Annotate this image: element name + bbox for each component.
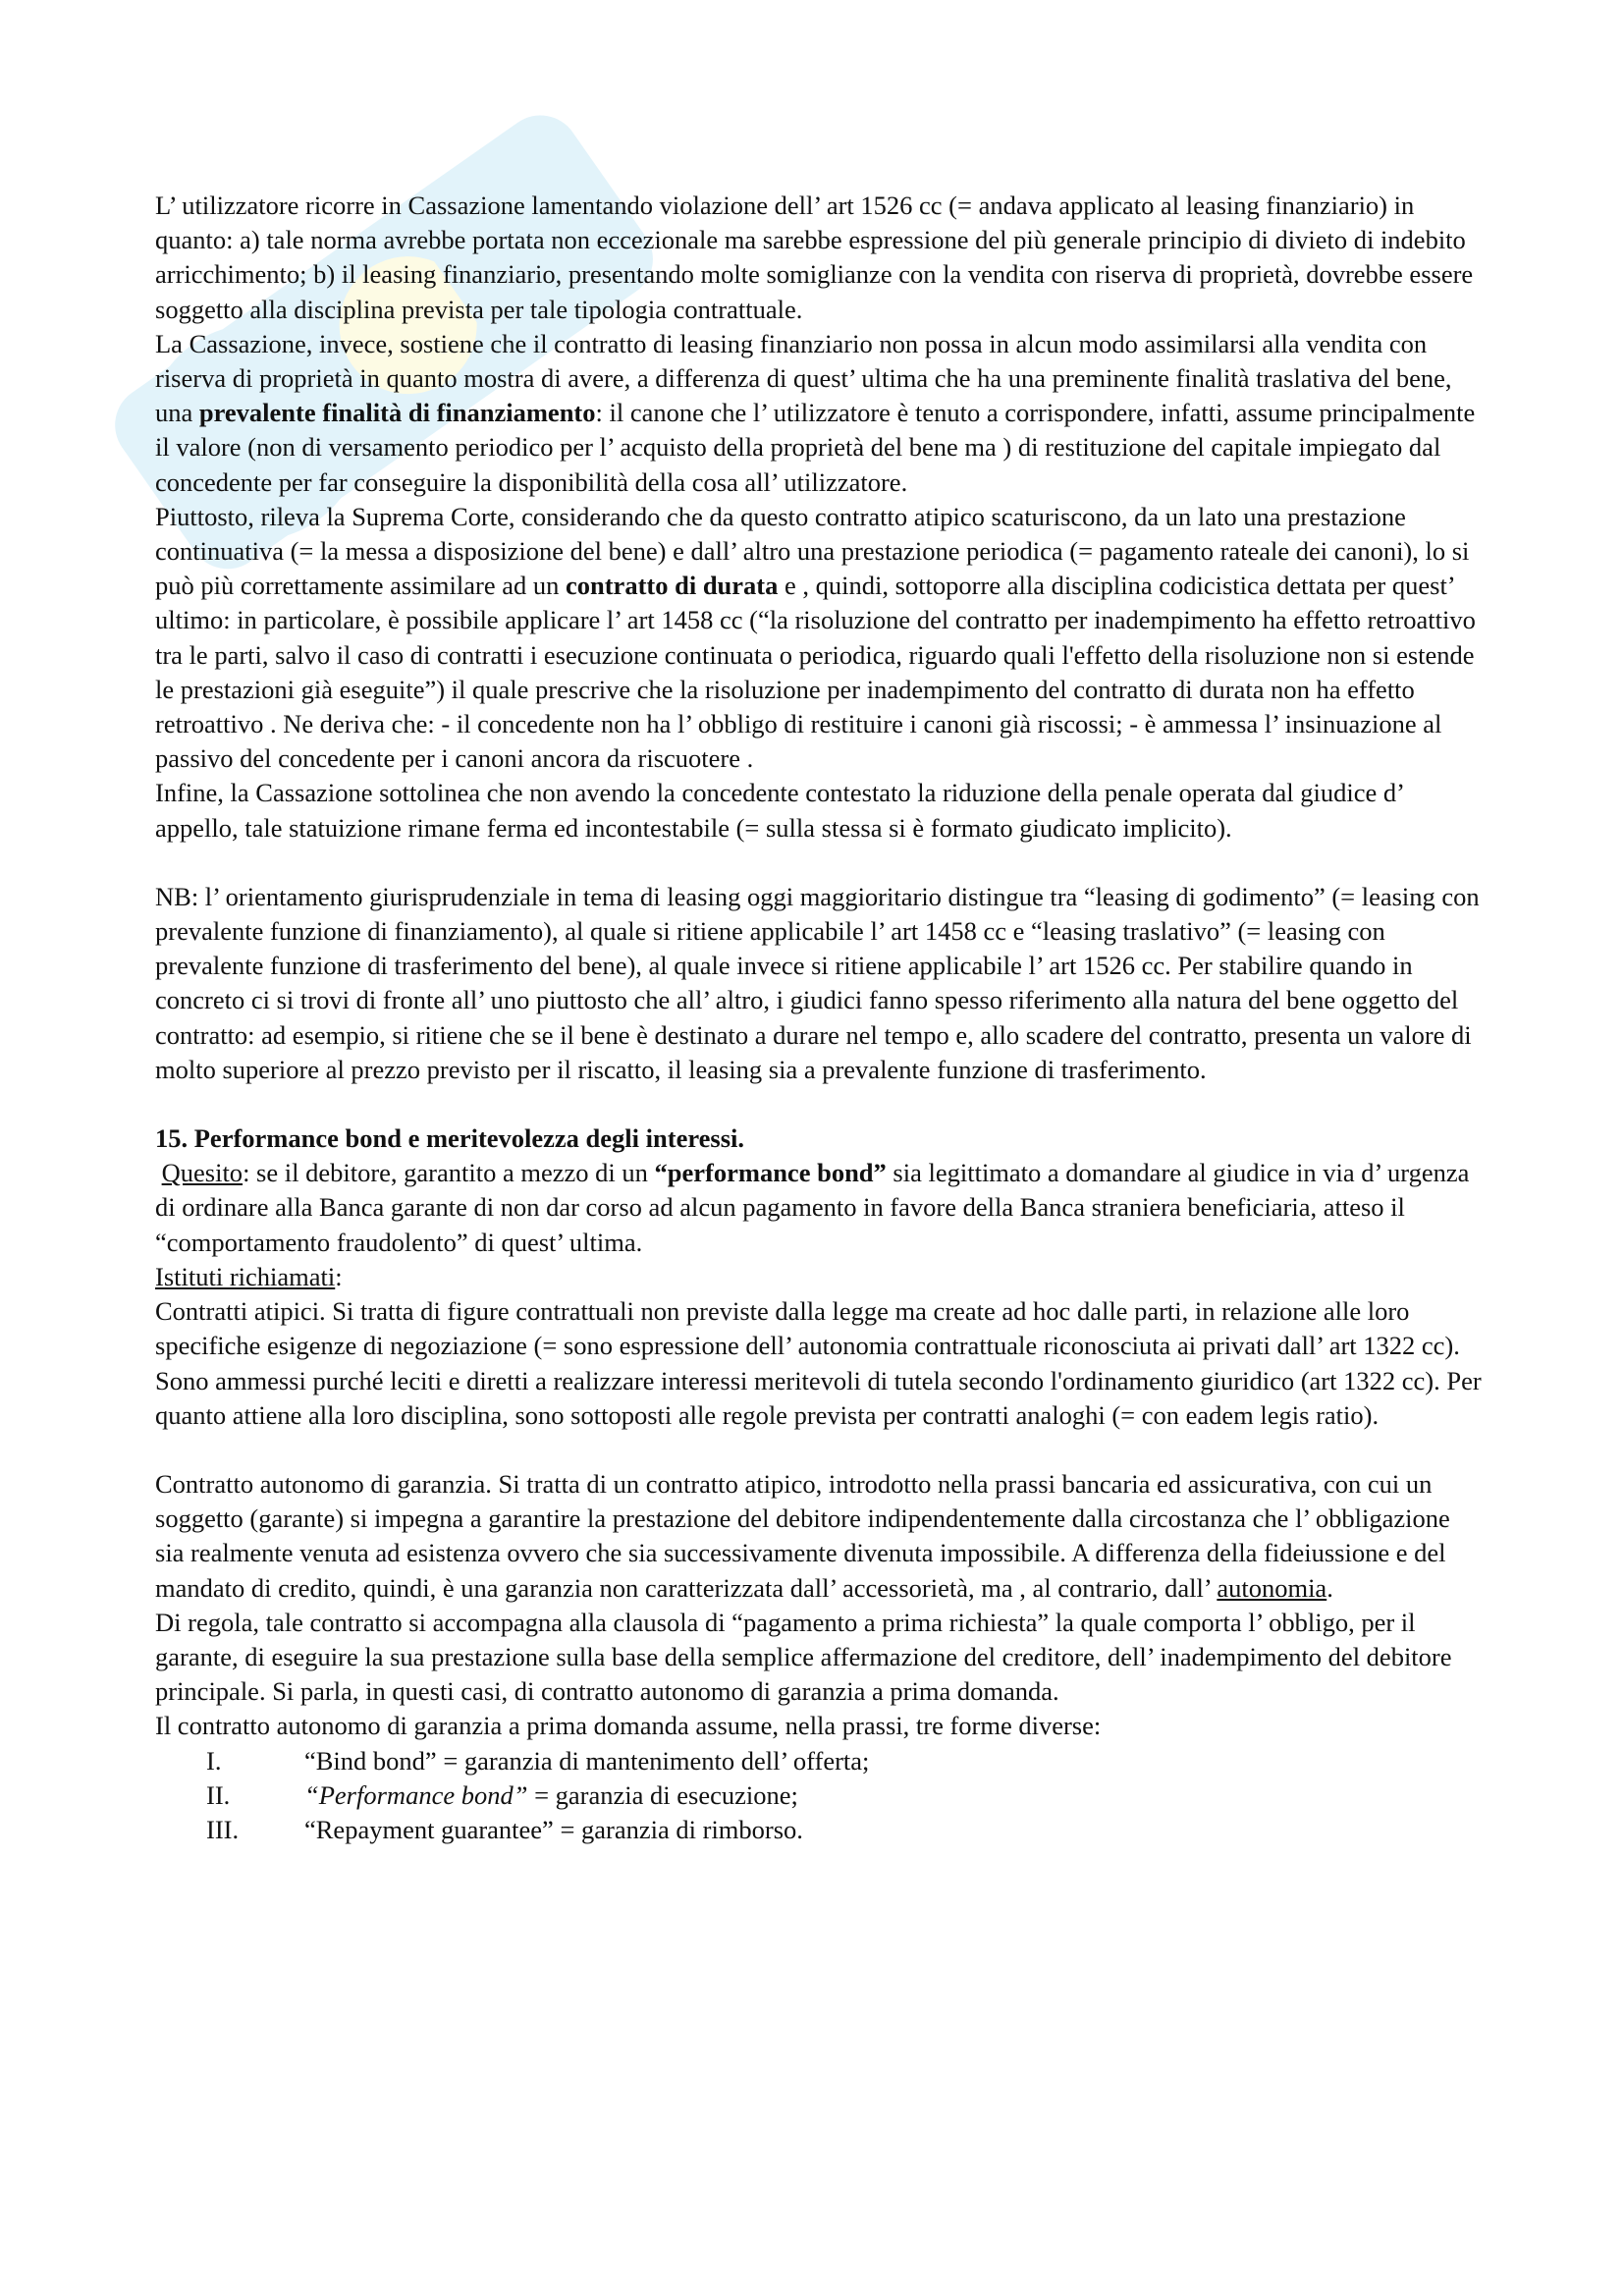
paragraph-contratti-atipici: Contratti atipici. Si tratta di figure contrattuali non previste dalla legge ma create ad hoc dalle parti, in relazione alle loro specifiche esigenze di negoziazione (= sono espressione dell’ autonomia contrattuale riconosciuta ai privati dall’ art 1322 cc). Sono ammessi purché leciti e diretti a realizzare interessi meritevoli di tutela secondo l'ordinamento giuridico (art 1322 cc). Per quanto attiene alla loro disciplina, sono sottoposti alle regole prevista per contratti analoghi (= con eadem legis ratio). (155, 1296, 1482, 1430)
section-heading: 15. Performance bond e meritevolezza degli interessi. (155, 1123, 745, 1154)
paragraph-tre-forme: Il contratto autonomo di garanzia a prima domanda assume, nella prassi, tre forme diverse: (155, 1711, 1102, 1741)
paragraph-cassazione: La Cassazione, invece, sostiene che il contratto di leasing finanziario non possa in alcun modo assimilarsi alla vendita con riserva di proprietà in quanto mostra di avere, a differenza di quest’ ultima che ha una preminente finalità traslativa del bene, una prevalente finalità di finanziamento: il canone che l’ utilizzatore è tenuto a corrispondere, infatti, assume principalmente il valore (non di versamento periodico per l’ acquisto della proprietà del bene ma ) di restituzione del capitale impiegato dal concedente per far conseguire la disponibilità della cosa all’ utilizzatore. (155, 328, 1476, 497)
paragraph-infine: Infine, la Cassazione sottolinea che non avendo la concedente contestato la riduzione della penale operata dal giudice d’ appello, tale statuizione rimane ferma ed incontestabile (= sulla stessa si è formato giudicato implicito). (155, 778, 1403, 843)
bold-contratto-durata: contratto di durata (565, 571, 779, 601)
list-item: III. “Repayment guarantee” = garanzia di rimborso. (206, 1814, 803, 1844)
paragraph-quesito: Quesito: se il debitore, garantito a mezzo di un “performance bond” sia legittimato a domandare al giudice in via d’ urgenza di ordinare alla Banca garante di non dar corso ad alcun pagamento in favore della Banca straniera beneficiaria, atteso il “comportamento fraudolento” di quest’ ultima. (155, 1158, 1470, 1257)
bold-finanziamento: prevalente finalità di finanziamento (198, 398, 596, 428)
list-item: II. “Performance bond” = garanzia di esecuzione; (206, 1779, 798, 1810)
paragraph-contratto-autonomo: Contratto autonomo di garanzia. Si tratta di un contratto atipico, introdotto nella prassi bancaria ed assicurativa, con cui un soggetto (garante) si impegna a garantire la prestazione del debitore indipendentemente dalla circostanza che l’ obbligazione sia realmente venuta ad esistenza ovvero che sia successivamente divenuta impossibile. A differenza della fideiussione e del mandato di credito, quindi, è una garanzia non caratterizzata dall’ accessorietà, ma , al contrario, dall’ autonomia. (155, 1468, 1450, 1603)
forms-list (155, 1744, 1483, 1848)
document-page (155, 189, 1483, 1847)
list-item: I. “Bind bond” = garanzia di mantenimento dell’ offerta; (206, 1745, 870, 1776)
quesito-label: Quesito (161, 1158, 244, 1188)
underlined-autonomia: autonomia (1217, 1572, 1327, 1603)
istituti-richiamati: Istituti richiamati: (155, 1261, 343, 1291)
paragraph-ricorso: L’ utilizzatore ricorre in Cassazione lamentando violazione dell’ art 1526 cc (= andava applicato al leasing finanziario) in quanto: a) tale norma avrebbe portata non eccezionale ma sarebbe espressione del più generale principio di divieto di indebito arricchimento; b) il leasing finanziario, presentando molte somiglianze con la vendita con riserva di proprietà, dovrebbe essere soggetto alla disciplina prevista per tale tipologia contrattuale. (155, 191, 1474, 324)
paragraph-nb: NB: l’ orientamento giurisprudenziale in tema di leasing oggi maggioritario distingue tra “leasing di godimento” (= leasing con prevalente funzione di finanziamento), al quale si ritiene applicabile l’ art 1458 cc e “leasing traslativo” (= leasing con prevalente funzione di trasferimento del bene), al quale invece si ritiene applicabile l’ art 1526 cc. Per stabilire quando in concreto ci si trovi di fronte all’ uno piuttosto che all’ altro, i giudici fanno spesso riferimento alla natura del bene oggetto del contratto: ad esempio, si ritiene che se il bene è destinato a durare nel tempo e, allo scadere del contratto, presenta un valore di molto superiore al prezzo previsto per il riscatto, il leasing sia a prevalente funzione di trasferimento. (155, 881, 1480, 1084)
paragraph-suprema-corte: Piuttosto, rileva la Suprema Corte, considerando che da questo contratto atipico scaturiscono, da un lato una prestazione continuativa (= la messa a disposizione del bene) e dall’ altro una prestazione periodica (= pagamento rateale dei canoni), lo si può più correttamente assimilare ad un contratto di durata e , quindi, sottoporre alla disciplina codicistica dettata per quest’ ultimo: in particolare, è possibile applicare l’ art 1458 cc (“la risoluzione del contratto per inadempimento ha effetto retroattivo tra le parti, salvo il caso di contratti i esecuzione continuata o periodica, riguardo quali l'effetto della risoluzione non si estende le prestazioni già eseguite”) il quale prescrive che la risoluzione per inadempimento del contratto di durata non ha effetto retroattivo . Ne deriva che: - il concedente non ha l’ obbligo di restituire i canoni già riscossi; - è ammessa l’ insinuazione al passivo del concedente per i canoni ancora da riscuotere . (155, 501, 1476, 774)
bold-performance-bond: “performance bond” (654, 1158, 887, 1188)
paragraph-di-regola: Di regola, tale contratto si accompagna alla clausola di “pagamento a prima richiesta” la quale comporta l’ obbligo, per il garante, di eseguire la sua prestazione sulla base della semplice affermazione del creditore, dell’ inadempimento del debitore principale. Si parla, in questi casi, di contratto autonomo di garanzia a prima domanda. (155, 1607, 1452, 1707)
